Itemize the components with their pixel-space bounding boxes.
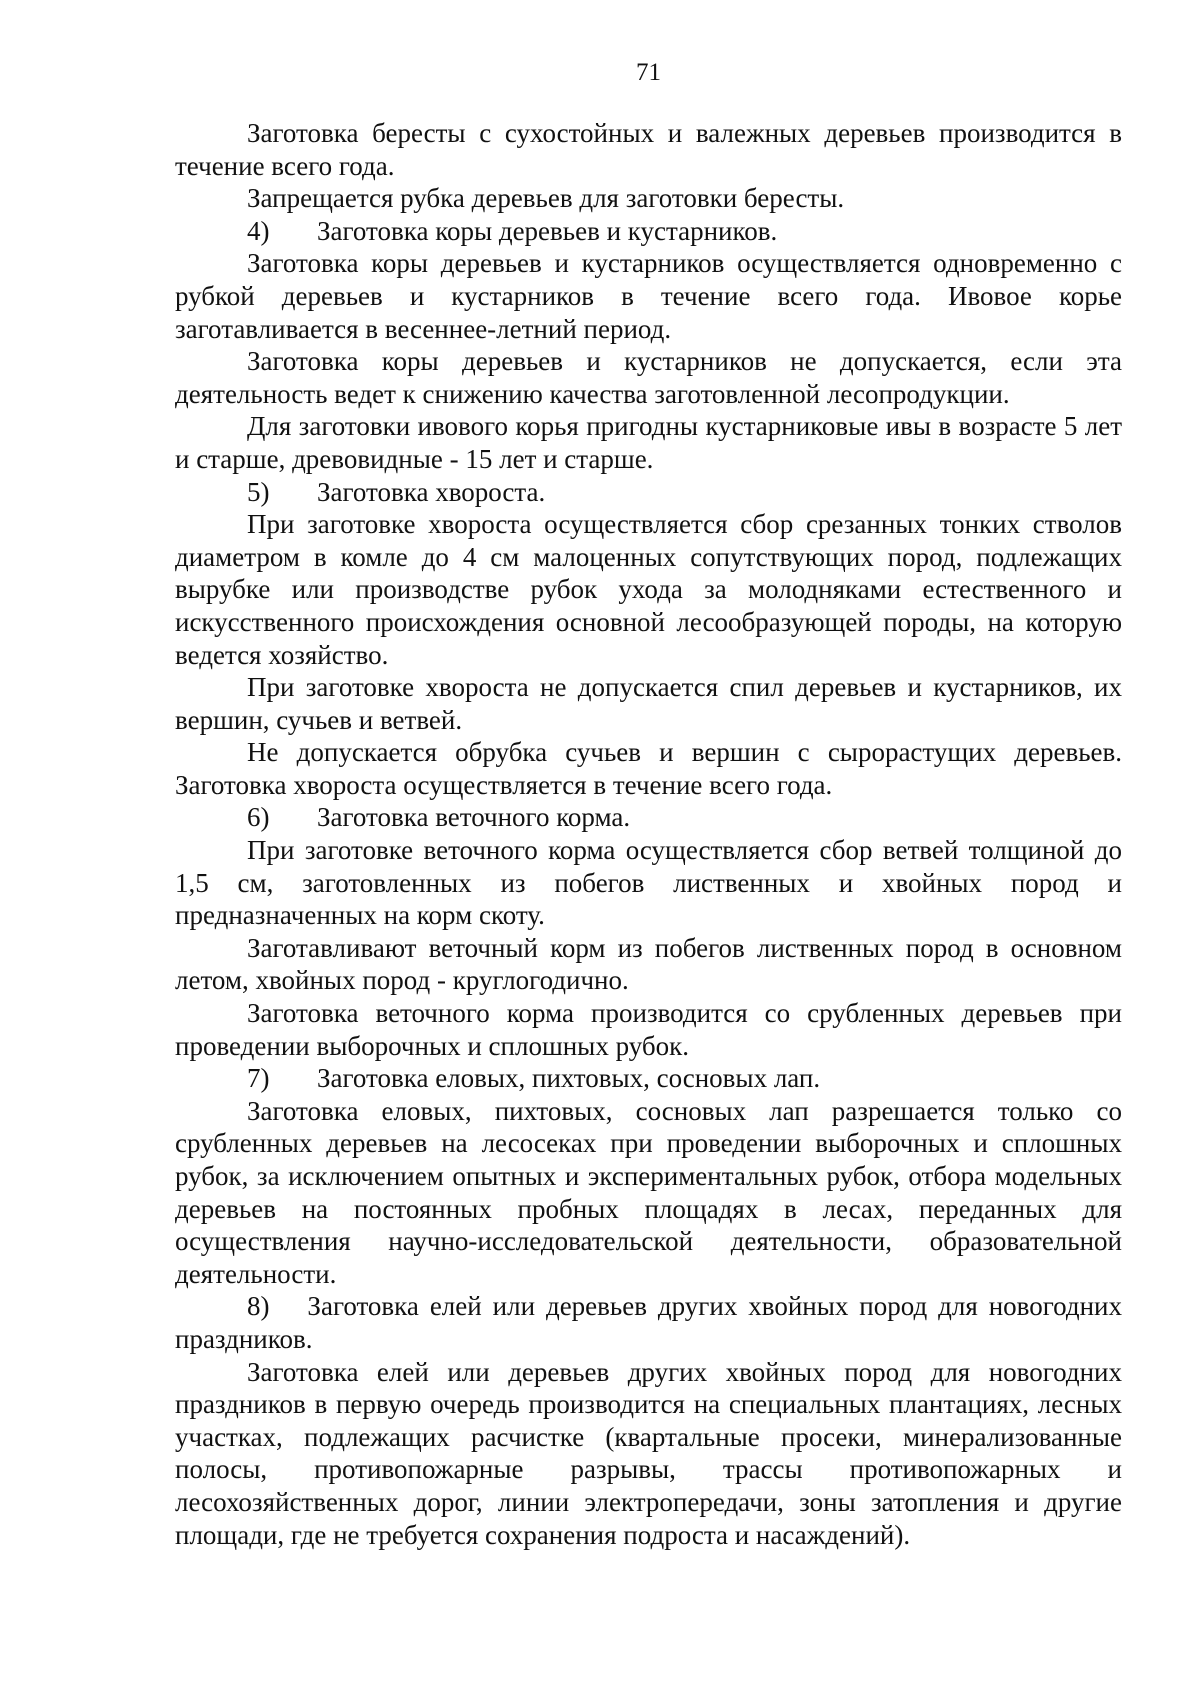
paragraph: Заготовка бересты с сухостойных и валежных деревьев производится в течение всего года. (175, 118, 1122, 181)
section-heading (175, 801, 1122, 834)
paragraph: При заготовке хвороста осуществляется сбор срезанных тонких стволов диаметром в комле до 4 см малоценных сопутствующих пород, подлежащих вырубке или производстве рубок ухода за молодняками естественного и искусственного происхождения основной лесообразующей породы, на которую ведется хозяйство. (175, 509, 1122, 670)
paragraph: Заготовка веточного корма производится со срубленных деревьев при проведении выборочных и сплошных рубок. (175, 998, 1122, 1061)
section-heading (175, 215, 1122, 248)
section-title: Заготовка хвороста. (317, 476, 546, 507)
section-number: 5) (247, 476, 270, 507)
section-number: 7) (247, 1063, 270, 1094)
section-number: 6) (247, 802, 270, 833)
section-title: Заготовка веточного корма. (317, 802, 631, 833)
section-title: Заготовка коры деревьев и кустарников. (317, 215, 778, 246)
paragraph: Заготовка коры деревьев и кустарников осуществляется одновременно с рубкой деревьев и кустарников в течение всего года. Ивовое корье заготавливается в весеннее-летний период. (175, 248, 1122, 344)
document-body (175, 117, 1122, 1551)
section-heading (175, 476, 1122, 509)
paragraph: Заготовка елей или деревьев других хвойных пород для новогодних праздников в первую очередь производится на специальных плантациях, лесных участках, подлежащих расчистке (квартальные просеки, минерализованные полосы, противопожарные разрывы, трассы противопожарных и лесохозяйственных дорог, линии электропередачи, зоны затопления и другие площади, где не требуется сохранения подроста и насаждений). (175, 1356, 1122, 1550)
page-number: 71 (636, 59, 661, 86)
paragraph: Заготовка еловых, пихтовых, сосновых лап разрешается только со срубленных деревьев на лесосеках при проведении выборочных и сплошных рубок, за исключением опытных и экспериментальных рубок, отбора модельных деревьев на постоянных пробных площадях в лесах, переданных для осуществления научно-исследовательской деятельности, образовательной деятельности. (175, 1095, 1122, 1289)
paragraph: При заготовке хвороста не допускается спил деревьев и кустарников, их вершин, сучьев и ветвей. (175, 672, 1122, 735)
paragraph: 8) Заготовка елей или деревьев других хвойных пород для новогодних праздников. (175, 1291, 1122, 1354)
section-heading (175, 1062, 1122, 1095)
section-title: Заготовка еловых, пихтовых, сосновых лап. (317, 1063, 821, 1094)
paragraph: При заготовке веточного корма осуществляется сбор ветвей толщиной до 1,5 см, заготовленных из побегов лиственных и хвойных пород и предназначенных на корм скоту. (175, 835, 1122, 931)
paragraph: Для заготовки ивового корья пригодны кустарниковые ивы в возрасте 5 лет и старше, древовидные - 15 лет и старше. (175, 411, 1122, 474)
paragraph: Запрещается рубка деревьев для заготовки бересты. (247, 183, 845, 214)
section-number: 4) (247, 215, 270, 246)
paragraph: Не допускается обрубка сучьев и вершин с сырорастущих деревьев. Заготовка хвороста осуществляется в течение всего года. (175, 737, 1122, 800)
paragraph: Заготавливают веточный корм из побегов лиственных пород в основном летом, хвойных пород - круглогодично. (175, 932, 1122, 996)
paragraph: Заготовка коры деревьев и кустарников не допускается, если эта деятельность ведет к снижению качества заготовленной лесопродукции. (175, 346, 1122, 409)
